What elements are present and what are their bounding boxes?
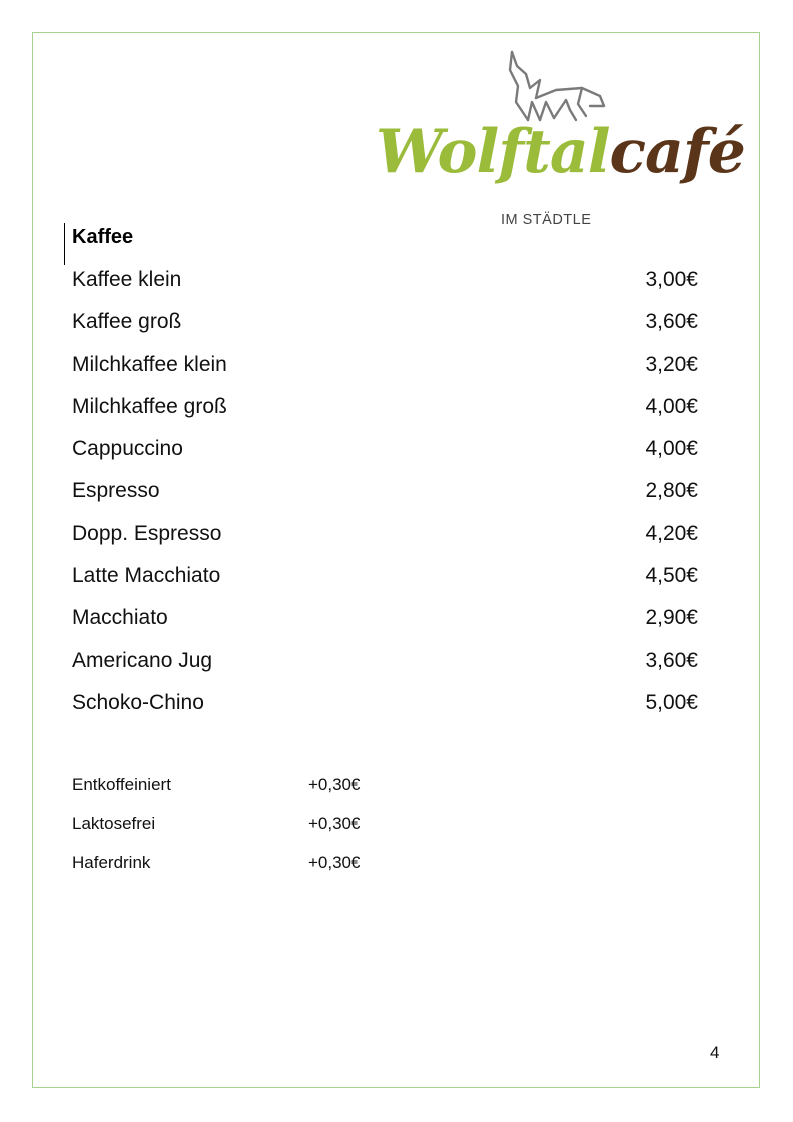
menu-item-price: 2,90€ [645, 606, 698, 630]
menu-item-price: 3,00€ [645, 268, 698, 291]
extra-item-price: +0,30€ [308, 814, 361, 833]
menu-item-price: 3,20€ [645, 352, 698, 376]
menu-item [72, 434, 698, 476]
menu-item-price: 4,00€ [645, 437, 698, 461]
menu-item-price: 2,80€ [645, 479, 698, 503]
logo-word-wolftal: Wolftal [376, 117, 610, 187]
extra-item-name: Laktosefrei [72, 814, 156, 833]
extra-item [72, 850, 392, 889]
extra-item-name: Haferdrink [72, 853, 151, 872]
menu-item-name: Milchkaffee groß [72, 394, 227, 418]
menu-item [72, 265, 698, 307]
menu-item-name: Schoko-Chino [72, 690, 204, 714]
extra-item [72, 811, 392, 850]
menu-item-price: 5,00€ [645, 690, 698, 714]
logo-word-cafe: café [609, 117, 745, 187]
menu-item-price: 3,60€ [645, 310, 698, 334]
menu-item-price: 4,00€ [645, 394, 698, 418]
menu-item [72, 561, 698, 603]
extras-list [72, 772, 392, 889]
menu-item [72, 392, 698, 434]
menu-item-name: Cappuccino [72, 437, 183, 461]
section-heading: Kaffee [72, 226, 134, 248]
menu-item-price: 4,20€ [645, 521, 698, 545]
menu-item [72, 476, 698, 518]
extra-item-price: +0,30€ [308, 775, 361, 794]
menu-item [72, 646, 698, 688]
menu-item-name: Milchkaffee klein [72, 352, 227, 376]
menu-item [72, 519, 698, 561]
menu-item-price: 3,60€ [645, 648, 698, 672]
page-number: 4 [710, 1043, 720, 1062]
wolftal-cafe-logo [370, 44, 745, 234]
extra-item-name: Entkoffeiniert [72, 775, 171, 794]
menu-list [72, 265, 698, 730]
menu-item-name: Espresso [72, 479, 160, 503]
menu-item [72, 350, 698, 392]
logo-wordmark [376, 117, 745, 187]
menu-item-price: 4,50€ [645, 564, 698, 588]
extra-item-price: +0,30€ [308, 853, 361, 872]
text-cursor [64, 223, 65, 265]
menu-item-name: Kaffee klein [72, 268, 182, 291]
menu-item-name: Kaffee groß [72, 310, 182, 334]
menu-item-name: Dopp. Espresso [72, 521, 222, 545]
menu-item-name: Americano Jug [72, 648, 213, 672]
menu-item [72, 307, 698, 349]
menu-item-name: Latte Macchiato [72, 564, 221, 588]
extra-item [72, 772, 392, 811]
menu-item-name: Macchiato [72, 606, 168, 630]
menu-item [72, 688, 698, 730]
menu-item [72, 603, 698, 645]
logo-subtitle: IM STÄDTLE [501, 212, 592, 228]
